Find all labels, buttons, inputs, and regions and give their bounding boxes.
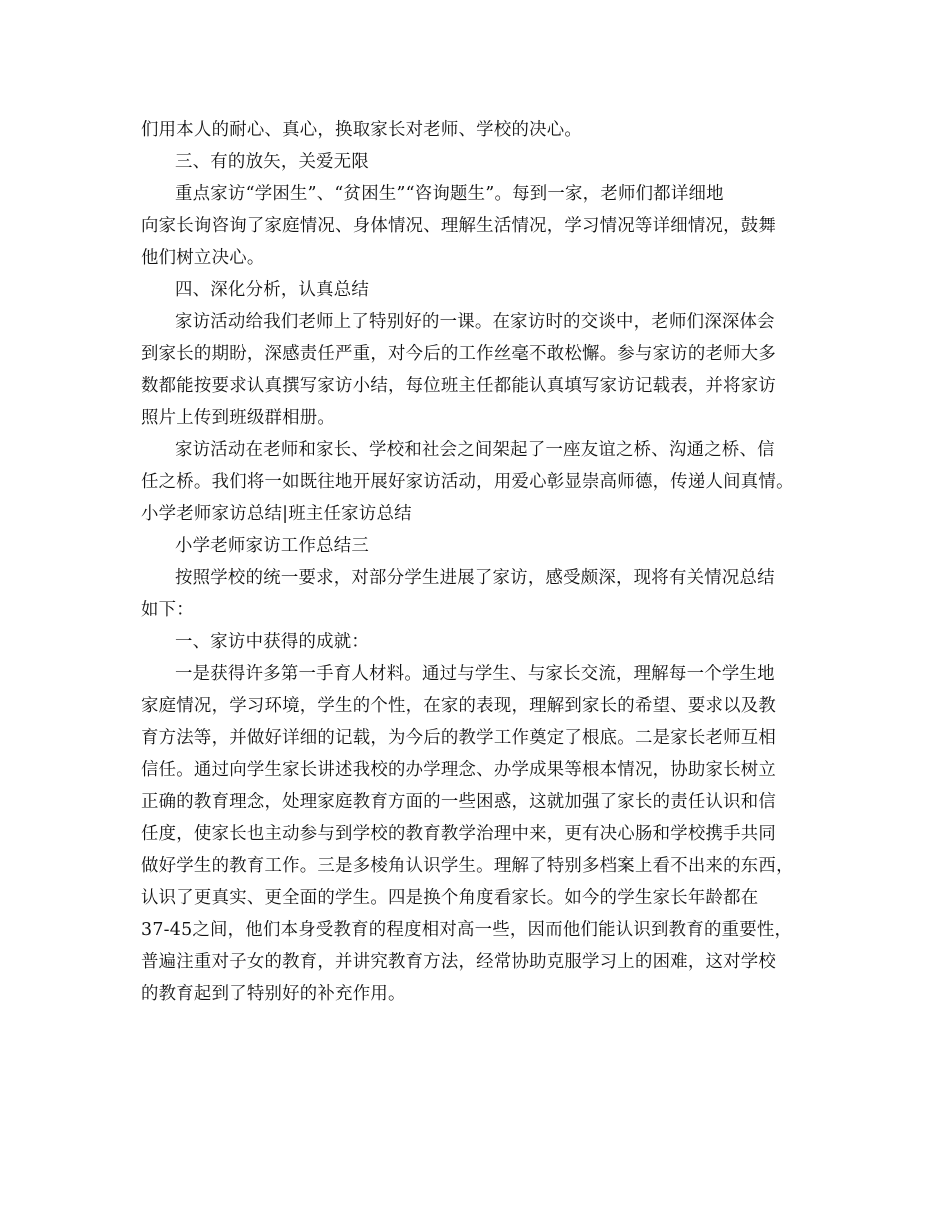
- text-line: 重点家访“学困生”、“贫困生”“咨询题生”。每到一家，老师们都详细地: [175, 184, 724, 204]
- text-line: 信任。通过向学生家长讲述我校的办学理念、办学成果等根本情况，协助家长树立: [141, 760, 777, 780]
- text-line: 做好学生的教育工作。三是多棱角认识学生。理解了特别多档案上看不出来的东西，: [141, 856, 794, 876]
- text-line: 37-45之间，他们本身受教育的程度相对高一些，因而他们能认识到教育的重要性，: [141, 920, 793, 940]
- text-line: 任度，使家长也主动参与到学校的教育教学治理中来，更有决心肠和学校携手共同: [141, 824, 777, 844]
- text-line: 照片上传到班级群相册。: [141, 408, 336, 428]
- text-line: 数都能按要求认真撰写家访小结，每位班主任都能认真填写家访记载表，并将家访: [141, 376, 777, 396]
- text-line: 三、有的放矢，关爱无限: [175, 152, 370, 172]
- text-line: 育方法等，并做好详细的记载，为今后的教学工作奠定了根底。二是家长老师互相: [141, 728, 777, 748]
- text-line: 家庭情况，学习环境，学生的个性，在家的表现，理解到家长的希望、要求以及教: [141, 696, 777, 716]
- text-line: 家访活动给我们老师上了特别好的一课。在家访时的交谈中，老师们深深体会: [175, 312, 775, 332]
- text-line: 小学老师家访工作总结三: [175, 536, 370, 556]
- text-line: 小学老师家访总结|班主任家访总结: [141, 504, 412, 524]
- text-line: 按照学校的统一要求，对部分学生进展了家访，感受颇深，现将有关情况总结: [175, 568, 775, 588]
- text-line: 普遍注重对子女的教育，并讲究教育方法，经常协助克服学习上的困难，这对学校: [141, 952, 777, 972]
- text-line: 们用本人的耐心、真心，换取家长对老师、学校的决心。: [141, 120, 583, 140]
- document-body: [141, 114, 813, 1010]
- text-line: 一、家访中获得的成就：: [175, 632, 370, 652]
- text-line: 如下：: [141, 600, 194, 620]
- text-line: 认识了更真实、更全面的学生。四是换个角度看家长。如今的学生家长年龄都在: [141, 888, 759, 908]
- text-line: 他们树立决心。: [141, 248, 265, 268]
- text-line: 正确的教育理念，处理家庭教育方面的一些困惑，这就加强了家长的责任认识和信: [141, 792, 777, 812]
- text-line: 到家长的期盼，深感责任严重，对今后的工作丝毫不敢松懈。参与家访的老师大多: [141, 344, 777, 364]
- text-line: 一是获得许多第一手育人材料。通过与学生、与家长交流，理解每一个学生地: [175, 664, 775, 684]
- text-line: 四、深化分析，认真总结: [175, 280, 370, 300]
- text-line: 的教育起到了特别好的补充作用。: [141, 984, 406, 1004]
- text-line: 向家长询咨询了家庭情况、身体情况、理解生活情况，学习情况等详细情况，鼓舞: [141, 216, 777, 236]
- text-line: 家访活动在老师和家长、学校和社会之间架起了一座友谊之桥、沟通之桥、信: [175, 440, 775, 460]
- text-line: 任之桥。我们将一如既往地开展好家访活动，用爱心彰显崇高师德，传递人间真情。: [141, 472, 794, 492]
